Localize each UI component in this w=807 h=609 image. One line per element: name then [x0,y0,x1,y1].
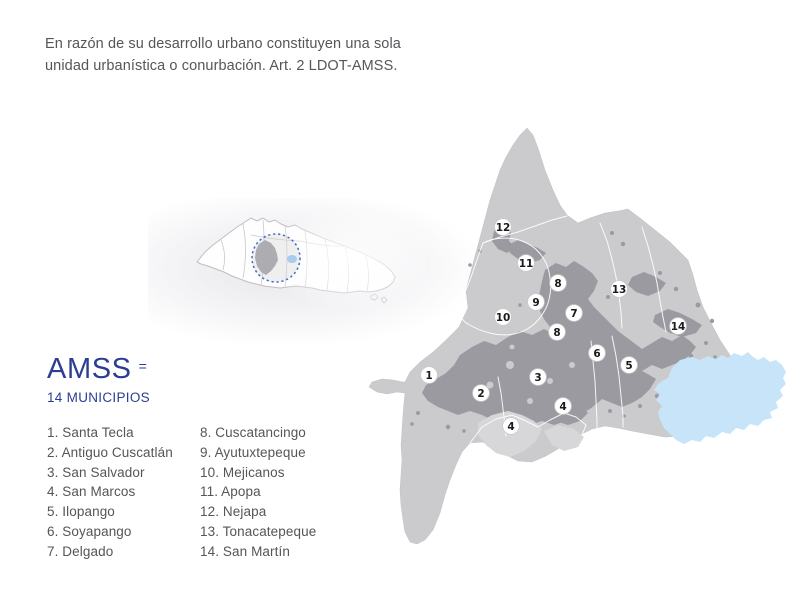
svg-text:4: 4 [559,400,567,413]
svg-text:3: 3 [534,371,542,384]
svg-text:14: 14 [670,320,686,333]
map-marker-8 [550,275,567,292]
map-marker-2 [473,385,490,402]
svg-text:12: 12 [495,221,511,234]
svg-text:10: 10 [495,311,511,324]
municipios-list [47,423,316,562]
amss-title-block [47,354,150,405]
municipio-item: 3. San Salvador [47,464,145,480]
svg-text:1: 1 [425,369,433,382]
map-marker-12 [495,219,512,236]
amss-acronym: AMSS [47,353,132,385]
municipio-item: 5. Ilopango [47,504,115,520]
map-marker-13 [611,281,628,298]
municipio-item: 10. Mejicanos [200,464,285,480]
municipios-count-label: 14 MUNICIPIOS [47,390,150,405]
map-marker-3 [530,369,547,386]
municipio-item: 7. Delgado [47,543,114,559]
svg-text:4: 4 [507,420,515,433]
amss-title-line [47,354,150,384]
map-marker-8 [549,324,566,341]
municipios-column1 [47,423,200,562]
map-marker-7 [566,305,583,322]
svg-text:2: 2 [477,387,485,400]
municipio-item: 9. Ayutuxtepeque [200,444,306,460]
inset-lake-ilopango [287,255,297,263]
svg-text:7: 7 [570,307,578,320]
map-marker-5 [621,357,638,374]
municipio-item: 2. Antiguo Cuscatlán [47,444,173,460]
map-marker-11 [518,255,535,272]
svg-text:9: 9 [532,296,540,309]
map-marker-4 [555,398,572,415]
map-marker-4 [503,418,520,435]
intro-line-2: unidad urbanística o conurbación. Art. 2 LDOT-AMSS. [45,58,398,74]
municipio-item: 14. San Martín [200,543,290,559]
svg-text:6: 6 [593,347,601,360]
amss-map [360,115,805,560]
municipio-item: 11. Apopa [200,484,261,500]
municipio-item: 6. Soyapango [47,523,132,539]
map-marker-10 [495,309,512,326]
municipio-item: 8. Cuscatancingo [200,425,306,440]
svg-text:8: 8 [554,277,562,290]
municipios-column2 [200,423,316,562]
map-marker-1 [421,367,438,384]
svg-text:5: 5 [625,359,633,372]
map-marker-9 [528,294,545,311]
intro-text [45,33,485,77]
svg-text:8: 8 [553,326,561,339]
municipio-item: 4. San Marcos [47,484,136,500]
municipio-item: 13. Tonacatepeque [200,523,317,539]
municipio-item: 1. Santa Tecla [47,425,134,440]
map-marker-14 [670,318,687,335]
svg-text:13: 13 [611,283,627,296]
municipio-item: 12. Nejapa [200,504,267,520]
map-marker-6 [589,345,606,362]
svg-text:11: 11 [518,257,534,270]
intro-line-1: En razón de su desarrollo urbano constituyen una sola [45,36,401,52]
equals-sign: = [138,358,147,374]
